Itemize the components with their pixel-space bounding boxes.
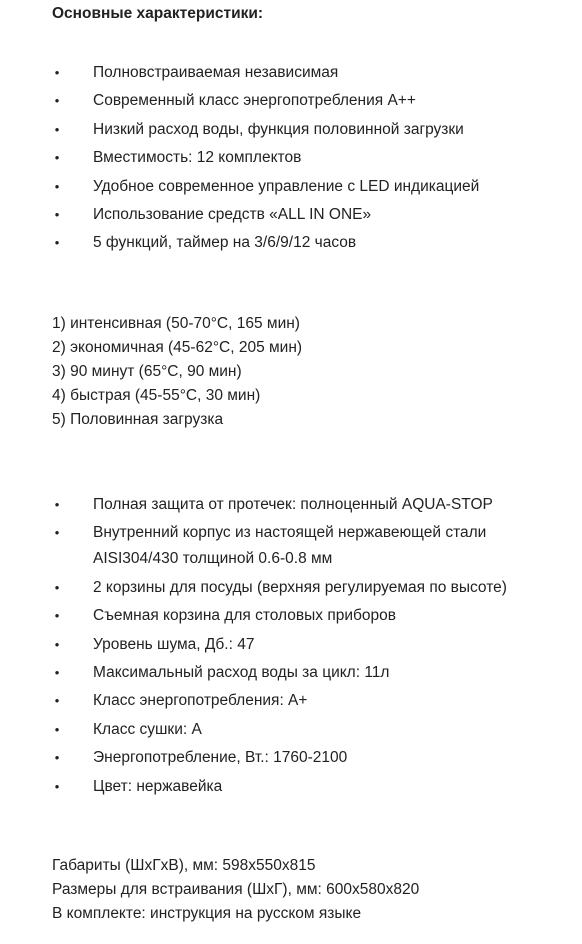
footer-line: В комплекте: инструкция на русском языке — [52, 905, 362, 922]
list-item — [0, 145, 582, 171]
program-item: 1) интенсивная (50-70°С, 165 мин) — [52, 315, 300, 332]
main-features-list — [0, 60, 582, 259]
bullet-icon: • — [54, 178, 60, 194]
list-item — [0, 717, 582, 743]
list-item — [0, 575, 582, 601]
bullet-icon: • — [54, 579, 60, 595]
program-item: 5) Половинная загрузка — [52, 411, 224, 428]
program-item: 3) 90 минут (65°С, 90 мин) — [52, 363, 242, 380]
list-item-text: 2 корзины для посуды (верхняя регулируемая по высоте) — [93, 578, 507, 596]
specs-heading: Основные характеристики: — [52, 5, 264, 22]
list-item — [0, 174, 582, 200]
list-item-text: Съемная корзина для столовых приборов — [93, 607, 396, 625]
list-item-text: Современный класс энергопотребления А++ — [93, 92, 416, 110]
list-item — [0, 745, 582, 771]
bullet-icon: • — [54, 608, 60, 624]
list-item-text: Энергопотребление, Вт.: 1760-2100 — [93, 749, 348, 767]
list-item-text: Цвет: нержавейка — [93, 777, 223, 795]
list-item-text: Удобное современное управление с LED индикацией — [93, 177, 480, 195]
program-item: 4) быстрая (45-55°С, 30 мин) — [52, 387, 261, 404]
list-item-text: 5 функций, таймер на 3/6/9/12 часов — [93, 234, 357, 252]
footer-line: Габариты (ШхГхВ), мм: 598x550x815 — [52, 857, 316, 874]
list-item — [0, 520, 553, 572]
bullet-icon: • — [54, 121, 60, 137]
list-item — [0, 774, 582, 800]
programs-list — [52, 312, 302, 432]
list-item — [0, 117, 582, 143]
bullet-icon: • — [54, 693, 60, 709]
bullet-icon: • — [54, 721, 60, 737]
list-item — [0, 632, 582, 658]
bullet-icon: • — [54, 206, 60, 222]
list-item — [0, 603, 582, 629]
footer-line: Размеры для встраивания (ШхГ), мм: 600x580x820 — [52, 881, 420, 898]
list-item-text: Вместимость: 12 комплектов — [93, 149, 302, 167]
bullet-icon: • — [54, 778, 60, 794]
list-item-text: Максимальный расход воды за цикл: 11л — [93, 663, 390, 681]
bullet-icon: • — [54, 525, 60, 541]
list-item — [0, 60, 582, 86]
bullet-icon: • — [54, 93, 60, 109]
list-item — [0, 688, 582, 714]
program-item: 2) экономичная (45-62°С, 205 мин) — [52, 339, 303, 356]
bullet-icon: • — [54, 664, 60, 680]
list-item-text: Низкий расход воды, функция половинной загрузки — [93, 120, 464, 138]
list-item-text: Класс энергопотребления: А+ — [93, 692, 308, 710]
bullet-icon: • — [54, 497, 60, 512]
extra-features-list — [0, 492, 582, 802]
bullet-icon: • — [54, 150, 60, 166]
list-item-text: Использование средств «ALL IN ONE» — [93, 205, 372, 223]
list-item — [0, 492, 582, 518]
bullet-icon: • — [54, 750, 60, 766]
list-item — [0, 88, 582, 114]
list-item — [0, 202, 582, 228]
list-item-text: Уровень шума, Дб.: 47 — [93, 635, 255, 653]
list-item-text: Полновстраиваемая независимая — [93, 64, 339, 81]
list-item-text: Полная защита от протечек: полноценный AQUA-STOP — [93, 496, 493, 513]
list-item — [0, 230, 582, 256]
list-item-text: Внутренний корпус из настоящей нержавеющей стали AISI304/430 толщиной 0.6-0.8 мм — [93, 524, 487, 568]
list-item-text: Класс сушки: А — [93, 720, 202, 738]
bullet-icon: • — [54, 235, 60, 251]
list-item — [0, 660, 582, 686]
dimensions-info — [52, 854, 419, 926]
bullet-icon: • — [54, 65, 60, 80]
bullet-icon: • — [54, 636, 60, 652]
